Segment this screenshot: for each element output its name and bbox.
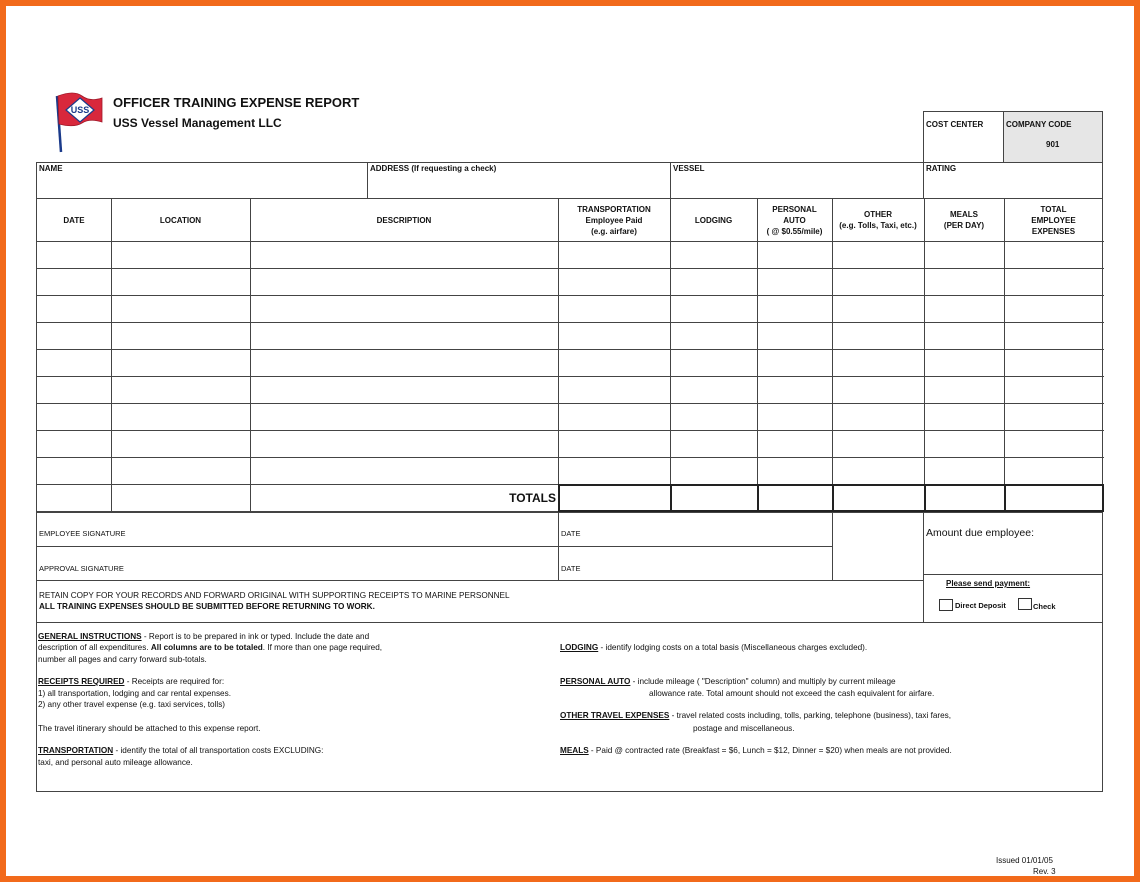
logo-text: USS bbox=[70, 105, 90, 115]
col-date-header: DATE bbox=[63, 215, 85, 225]
lodging-line-1 bbox=[560, 642, 867, 654]
cost-center-field[interactable] bbox=[923, 111, 1004, 163]
payment-method-box bbox=[923, 574, 1103, 623]
general-instructions-line-3: number all pages and carry forward sub-totals. bbox=[38, 655, 207, 664]
rating-label: RATING bbox=[926, 164, 957, 173]
signature-spacer bbox=[832, 512, 924, 581]
check-checkbox[interactable] bbox=[1018, 598, 1032, 610]
other-travel-line-1 bbox=[560, 710, 951, 722]
direct-deposit-label: Direct Deposit bbox=[955, 601, 1006, 610]
col-lodging-header: LODGING bbox=[694, 215, 733, 225]
lodging-heading: LODGING bbox=[560, 643, 599, 652]
employee-date-field[interactable] bbox=[558, 512, 833, 547]
transportation-text-1: - identify the total of all transportation costs EXCLUDING: bbox=[113, 746, 324, 755]
retain-line-2: ALL TRAINING EXPENSES SHOULD BE SUBMITTED BEFORE RETURNING TO WORK. bbox=[39, 602, 375, 611]
col-meals-header: MEALS (PER DAY) bbox=[943, 210, 985, 230]
vessel-field[interactable] bbox=[670, 162, 924, 199]
check-label: Check bbox=[1033, 602, 1056, 611]
lodging-text-1: - identify lodging costs on a total basis (Miscellaneous charges excluded). bbox=[598, 643, 868, 652]
transportation-line-1 bbox=[38, 745, 323, 757]
send-payment-label: Please send payment: bbox=[946, 579, 1031, 588]
receipts-line-3: 2) any other travel expense (e.g. taxi services, tolls) bbox=[38, 700, 226, 709]
retain-line-1: RETAIN COPY FOR YOUR RECORDS AND FORWARD ORIGINAL WITH SUPPORTING RECEIPTS TO MARINE PERSONNEL bbox=[39, 591, 510, 600]
general-instructions-text-2c: . If more than one page required, bbox=[262, 643, 383, 652]
general-instructions-line-2 bbox=[38, 642, 382, 654]
amount-due-field[interactable] bbox=[923, 512, 1103, 575]
itinerary-note: The travel itinerary should be attached to this expense report. bbox=[38, 724, 261, 733]
name-label: NAME bbox=[39, 164, 63, 173]
general-instructions-text-2a: description of all expenditures. bbox=[38, 643, 151, 652]
expense-table bbox=[36, 198, 1103, 512]
meals-line-1 bbox=[560, 745, 952, 757]
transportation-line-2: taxi, and personal auto mileage allowance. bbox=[38, 758, 193, 767]
other-travel-line-2: postage and miscellaneous. bbox=[693, 724, 795, 733]
transportation-heading: TRANSPORTATION bbox=[38, 746, 114, 755]
rating-field[interactable] bbox=[923, 162, 1103, 199]
approval-date-field[interactable] bbox=[558, 546, 833, 581]
approval-signature-field[interactable] bbox=[36, 546, 559, 581]
general-instructions-text-2b: All columns are to be totaled bbox=[150, 643, 263, 652]
receipts-line-2: 1) all transportation, lodging and car rental expenses. bbox=[38, 689, 231, 698]
uss-flag-logo bbox=[52, 90, 106, 154]
receipts-text-1: - Receipts are required for: bbox=[124, 677, 225, 686]
revision: Rev. 3 bbox=[1033, 867, 1056, 876]
address-field[interactable] bbox=[367, 162, 671, 199]
meals-heading: MEALS bbox=[560, 746, 589, 755]
retain-copy-box bbox=[36, 580, 924, 623]
general-instructions-line-1 bbox=[38, 631, 369, 643]
personal-auto-heading: PERSONAL AUTO bbox=[560, 677, 631, 686]
col-description-header: DESCRIPTION bbox=[376, 215, 432, 225]
receipts-line-1 bbox=[38, 676, 224, 688]
approval-date-label: DATE bbox=[561, 564, 581, 573]
vessel-label: VESSEL bbox=[673, 164, 705, 173]
personal-auto-line-2: allowance rate. Total amount should not exceed the cash equivalent for airfare. bbox=[649, 689, 935, 698]
issued-date: Issued 01/01/05 bbox=[996, 856, 1053, 865]
company-code-label: COMPANY CODE bbox=[1006, 120, 1072, 129]
company-code-value: 901 bbox=[1046, 140, 1060, 149]
personal-auto-line-1 bbox=[560, 676, 896, 688]
totals-label: TOTALS bbox=[509, 491, 556, 505]
company-name: USS Vessel Management LLC bbox=[113, 116, 282, 130]
direct-deposit-checkbox[interactable] bbox=[939, 599, 953, 611]
other-travel-text-1: - travel related costs including, tolls, parking, telephone (business), taxi fares, bbox=[669, 711, 952, 720]
employee-signature-label: EMPLOYEE SIGNATURE bbox=[39, 529, 126, 538]
cost-center-label: COST CENTER bbox=[926, 120, 984, 129]
general-instructions-text-1: - Report is to be prepared in ink or typed. Include the date and bbox=[141, 632, 370, 641]
name-field[interactable] bbox=[36, 162, 368, 199]
col-location-header: LOCATION bbox=[159, 215, 202, 225]
col-personal-auto-header: PERSONAL AUTO ( @ $0.55/mile) bbox=[766, 204, 823, 236]
col-transportation-header: TRANSPORTATION Employee Paid (e.g. airfare) bbox=[577, 204, 651, 236]
meals-text-1: - Paid @ contracted rate (Breakfast = $6, Lunch = $12, Dinner = $20) when meals are not provided. bbox=[588, 746, 952, 755]
col-total-header: TOTAL EMPLOYEE EXPENSES bbox=[1031, 204, 1076, 236]
receipts-heading: RECEIPTS REQUIRED bbox=[38, 677, 125, 686]
employee-date-label: DATE bbox=[561, 529, 581, 538]
other-travel-heading: OTHER TRAVEL EXPENSES bbox=[560, 711, 670, 720]
personal-auto-text-1: - include mileage ( "Description" column) and multiply by current mileage bbox=[630, 677, 896, 686]
report-title: OFFICER TRAINING EXPENSE REPORT bbox=[113, 95, 360, 110]
approval-signature-label: APPROVAL SIGNATURE bbox=[39, 564, 124, 573]
company-code-field bbox=[1003, 111, 1103, 163]
totals-row-box bbox=[558, 484, 1104, 512]
amount-due-label: Amount due employee: bbox=[926, 527, 1034, 539]
col-other-header: OTHER (e.g. Tolls, Taxi, etc.) bbox=[839, 210, 917, 230]
general-instructions-heading: GENERAL INSTRUCTIONS bbox=[38, 632, 142, 641]
address-label: ADDRESS (If requesting a check) bbox=[370, 164, 497, 173]
employee-signature-field[interactable] bbox=[36, 512, 559, 547]
